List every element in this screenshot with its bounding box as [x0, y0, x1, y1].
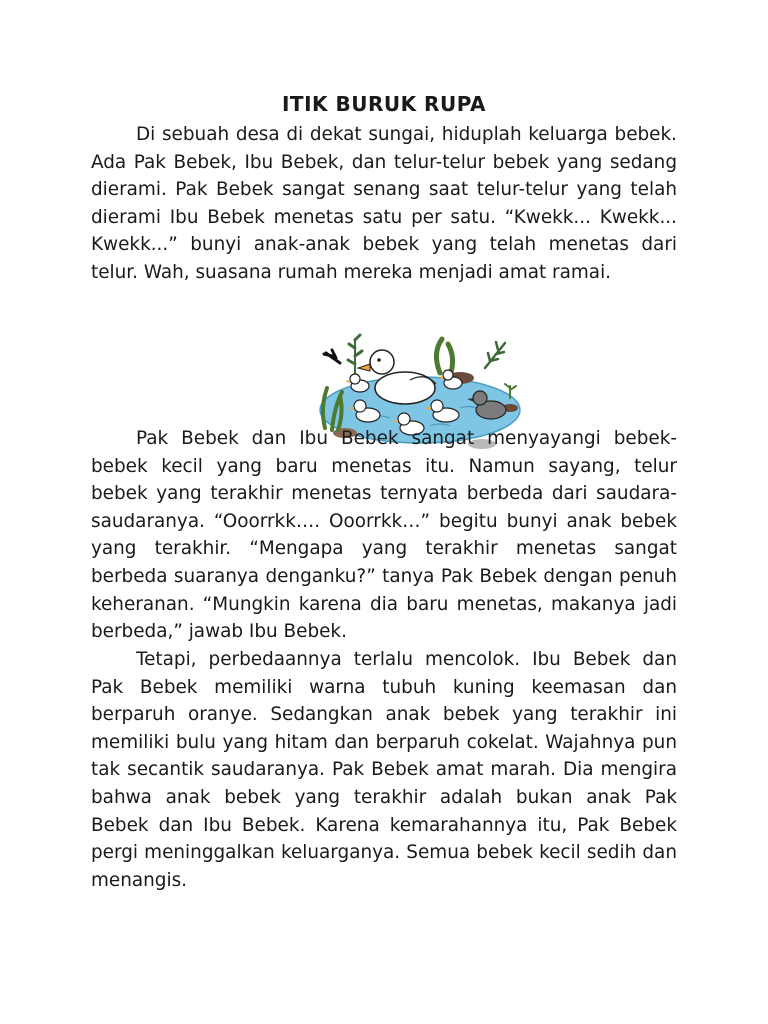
story-title: ITIK BURUK RUPA [281, 92, 486, 116]
paragraph-1: Di sebuah desa di dekat sungai, hiduplah keluarga bebek. Ada Pak Bebek, Ibu Bebek, dan telur-telur bebek yang sedang dierami. Pak Bebek sangat senang saat telur-telur yang telah dierami Ibu Bebek menetas satu per satu. “Kwekk... Kwekk... Kwekk...” bunyi anak-anak bebek yang telah menetas dari telur. Wah, suasana rumah mereka menjadi amat ramai. [91, 124, 677, 283]
paragraph-2: Pak Bebek dan Ibu Bebek sangat menyayangi bebek-bebek kecil yang baru menetas itu. Namun sayang, telur bebek yang terakhir menetas ternyata berbeda dari saudara-saudaranya. “Ooorrkk…. Ooorrkk…” begitu bunyi anak bebek yang terakhir. “Mengapa yang terakhir menetas sangat berbeda suaranya denganku?” tanya Pak Bebek dengan penuh keheranan. “Mungkin karena dia baru menetas, makanya jadi berbeda,” jawab Ibu Bebek. [91, 428, 677, 643]
paragraph-3: Tetapi, perbedaannya terlalu mencolok. Ibu Bebek dan Pak Bebek memiliki warna tubuh kuning keemasan dan berparuh oranye. Sedangkan anak bebek yang terakhir ini memiliki bulu yang hitam dan berparuh cokelat. Wajahnya pun tak secantik saudaranya. Pak Bebek amat marah. Dia mengira bahwa anak bebek yang terakhir adalah bukan anak Pak Bebek dan Ibu Bebek. Karena kemarahannya itu, Pak Bebek pergi meninggalkan keluarganya. Semua bebek kecil sedih dan menangis. [91, 649, 677, 891]
